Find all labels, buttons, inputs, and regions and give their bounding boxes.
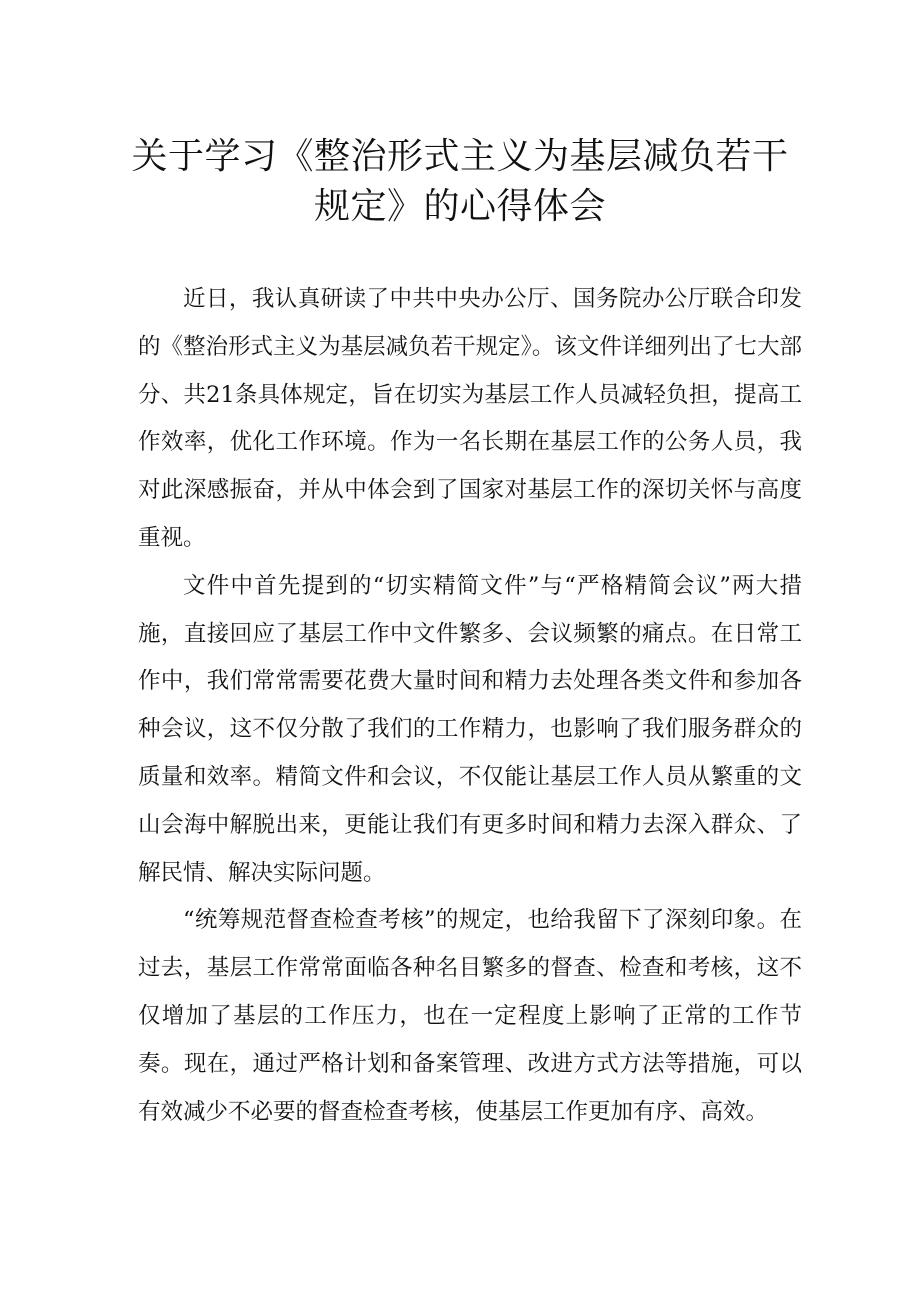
paragraph-3: “统筹规范督查检查考核”的规定，也给我留下了深刻印象。在过去，基层工作常常面临各种名目繁多的督查、检查和考核，这不仅增加了基层的工作压力，也在一定程度上影响了正常的工作节奏。现在，通过严格计划和备案管理、改进方式方法等措施，可以有效减少不必要的督查检查考核，使基层工作更加有序、高效。 <box>138 907 802 1125</box>
title-line-2: 规定》的心得体会 <box>313 186 606 227</box>
document-body <box>138 276 802 1136</box>
paragraph-1: 近日，我认真研读了中共中央办公厅、国务院办公厅联合印发的《整治形式主义为基层减负若干规定》。该文件详细列出了七大部分、共21条具体规定，旨在切实为基层工作人员减轻负担，提高工作效率，优化工作环境。作为一名长期在基层工作的公务人员，我对此深感振奋，并从中体会到了国家对基层工作的深切关怀与高度重视。 <box>138 286 802 551</box>
paragraph-2: 文件中首先提到的“切实精简文件”与“严格精简会议”两大措施，直接回应了基层工作中文件繁多、会议频繁的痛点。在日常工作中，我们常常需要花费大量时间和精力去处理各类文件和参加各种会议，这不仅分散了我们的工作精力，也影响了我们服务群众的质量和效率。精简文件和会议，不仅能让基层工作人员从繁重的文山会海中解脱出来，更能让我们有更多时间和精力去深入群众、了解民情、解决实际问题。 <box>138 572 802 886</box>
title-line-1: 关于学习《整治形式主义为基层减负若干 <box>131 136 789 177</box>
document-title <box>0 132 920 232</box>
